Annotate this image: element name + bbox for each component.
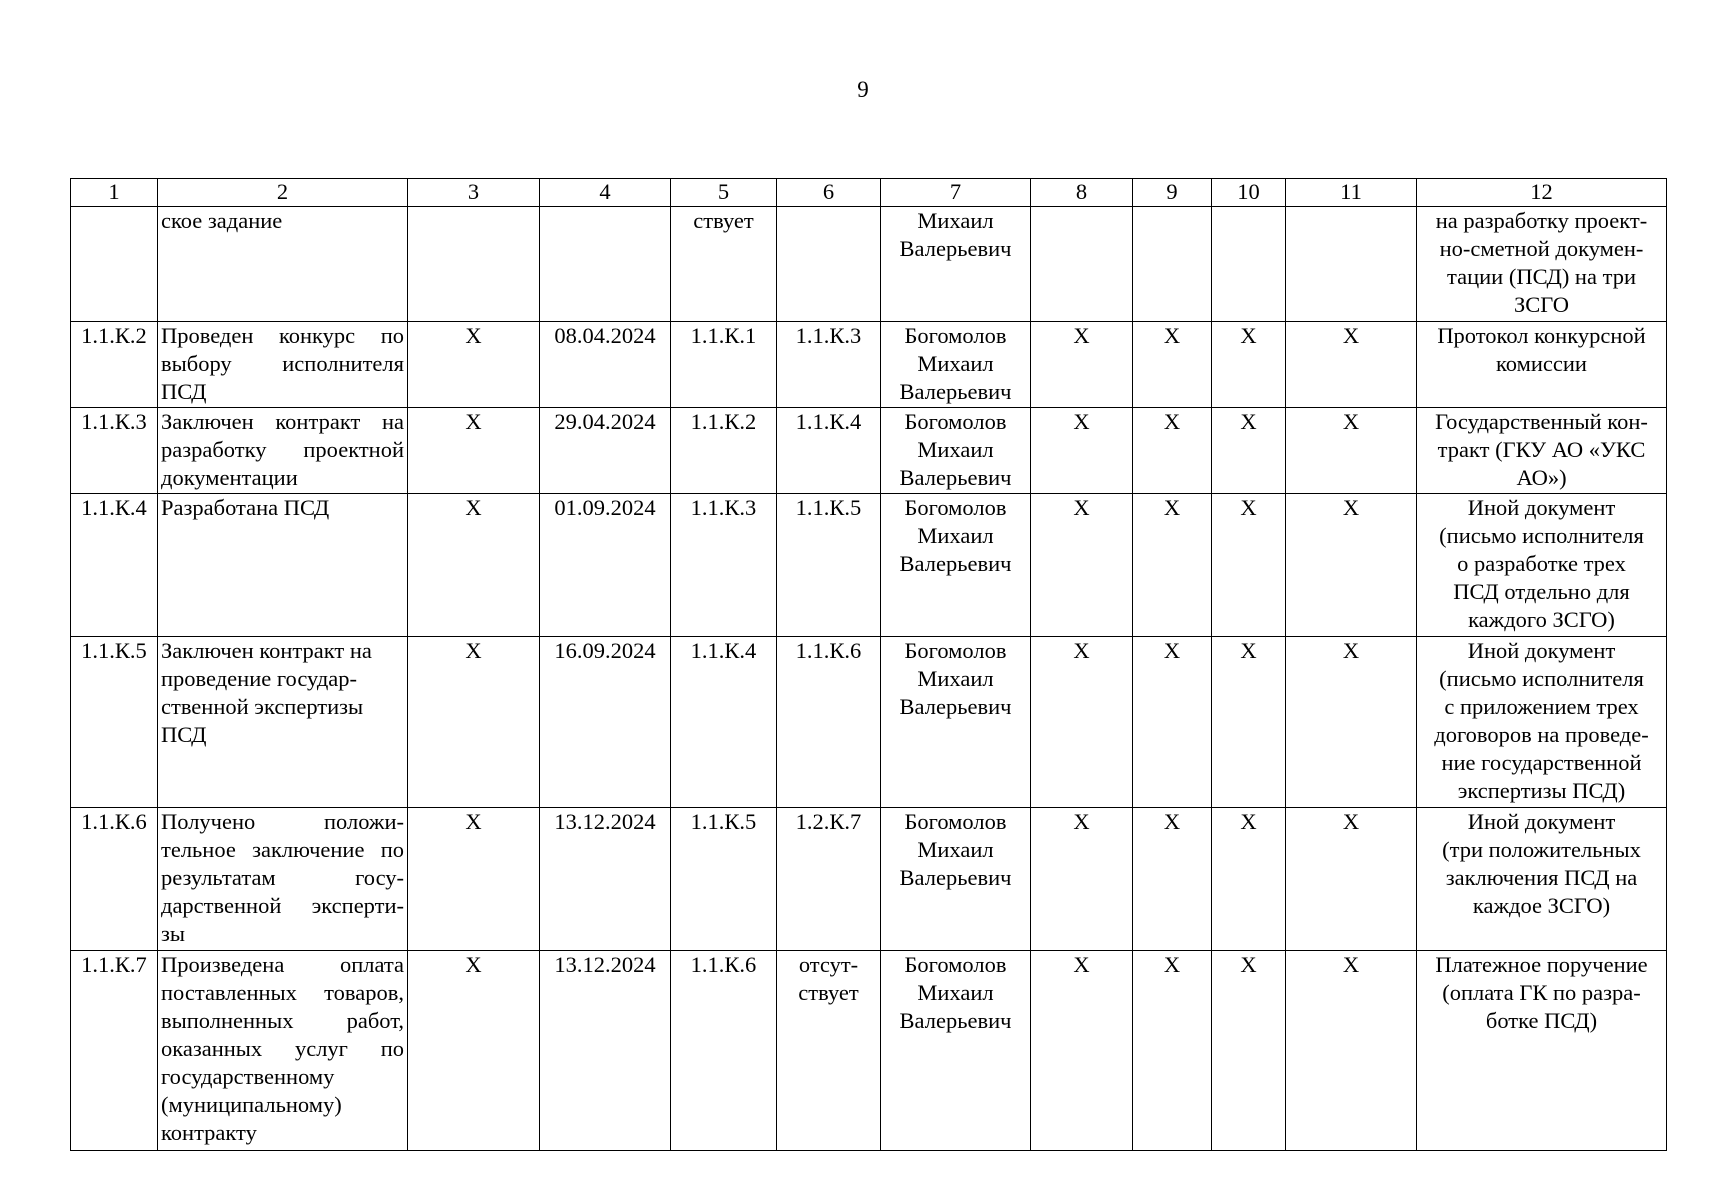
row-date-cell: 08.04.2024 [540, 322, 671, 408]
row-col9-cell: X [1133, 637, 1212, 808]
row-col10-cell: X [1212, 637, 1286, 808]
row-col10-cell [1212, 207, 1286, 322]
row-successor-cell [777, 207, 881, 322]
row-col9-cell: X [1133, 494, 1212, 637]
row-col8-cell: X [1031, 808, 1133, 951]
column-header-5: 5 [671, 179, 777, 207]
control-points-table [70, 178, 1667, 1151]
row-code-cell: 1.1.К.2 [71, 322, 158, 408]
row-responsible-cell: Богомолов Михаил Валерьевич [881, 322, 1031, 408]
page-number: 9 [857, 77, 869, 102]
row-date-cell: 13.12.2024 [540, 808, 671, 951]
table-row [71, 951, 1667, 1151]
row-successor-cell: 1.1.К.6 [777, 637, 881, 808]
column-header-4: 4 [540, 179, 671, 207]
row-col8-cell: X [1031, 951, 1133, 1151]
row-code-cell [71, 207, 158, 322]
row-successor-cell: 1.2.К.7 [777, 808, 881, 951]
row-event-cell: Разработана ПСД [158, 494, 408, 637]
row-successor-cell: 1.1.К.4 [777, 408, 881, 494]
row-event-cell: Заключен контракт на проведение государ- ственной экспертизы ПСД [158, 637, 408, 808]
row-responsible-cell: Михаил Валерьевич [881, 207, 1031, 322]
row-successor-cell: 1.1.К.3 [777, 322, 881, 408]
row-col3-cell: X [408, 637, 540, 808]
row-col11-cell: X [1286, 322, 1417, 408]
row-successor-cell: 1.1.К.5 [777, 494, 881, 637]
row-date-cell: 16.09.2024 [540, 637, 671, 808]
row-col10-cell: X [1212, 808, 1286, 951]
row-predecessor-cell: 1.1.К.1 [671, 322, 777, 408]
row-event-cell: ское задание [158, 207, 408, 322]
row-col10-cell: X [1212, 322, 1286, 408]
row-event-cell: Проведен конкурс по выбору исполнителя ПСД [158, 322, 408, 408]
table-row [71, 207, 1667, 322]
row-date-cell: 13.12.2024 [540, 951, 671, 1151]
row-col10-cell: X [1212, 408, 1286, 494]
row-document-cell: Иной документ (три положительных заключения ПСД на каждое ЗСГО) [1417, 808, 1667, 951]
row-document-cell: Протокол конкурсной комиссии [1417, 322, 1667, 408]
column-header-1: 1 [71, 179, 158, 207]
row-predecessor-cell: 1.1.К.6 [671, 951, 777, 1151]
column-header-2: 2 [158, 179, 408, 207]
row-date-cell [540, 207, 671, 322]
table-row [71, 808, 1667, 951]
row-predecessor-cell: 1.1.К.4 [671, 637, 777, 808]
row-event-cell: Произведена оплата поставленных товаров, выполненных работ, оказанных услуг по государственному (муниципальному) контракту [158, 951, 408, 1151]
row-col3-cell [408, 207, 540, 322]
row-document-cell: Иной документ (письмо исполнителя о разработке трех ПСД отдельно для каждого ЗСГО) [1417, 494, 1667, 637]
column-header-12: 12 [1417, 179, 1667, 207]
row-col8-cell [1031, 207, 1133, 322]
column-header-6: 6 [777, 179, 881, 207]
row-code-cell: 1.1.К.7 [71, 951, 158, 1151]
row-col10-cell: X [1212, 494, 1286, 637]
table-header-row [71, 179, 1667, 207]
row-col10-cell: X [1212, 951, 1286, 1151]
row-document-cell: Иной документ (письмо исполнителя с приложением трех договоров на проведе- ние государственной экспертизы ПСД) [1417, 637, 1667, 808]
row-document-cell: Платежное поручение (оплата ГК по разра- ботке ПСД) [1417, 951, 1667, 1151]
row-responsible-cell: Богомолов Михаил Валерьевич [881, 637, 1031, 808]
column-header-9: 9 [1133, 179, 1212, 207]
table-row [71, 637, 1667, 808]
column-header-10: 10 [1212, 179, 1286, 207]
column-header-11: 11 [1286, 179, 1417, 207]
row-col3-cell: X [408, 494, 540, 637]
row-code-cell: 1.1.К.3 [71, 408, 158, 494]
row-code-cell: 1.1.К.5 [71, 637, 158, 808]
table-row [71, 494, 1667, 637]
row-col9-cell: X [1133, 408, 1212, 494]
row-col9-cell: X [1133, 808, 1212, 951]
table-body [71, 179, 1667, 1151]
row-document-cell: на разработку проект- но-сметной докумен- тации (ПСД) на три ЗСГО [1417, 207, 1667, 322]
row-col8-cell: X [1031, 322, 1133, 408]
table-row [71, 408, 1667, 494]
row-code-cell: 1.1.К.4 [71, 494, 158, 637]
row-col11-cell [1286, 207, 1417, 322]
row-col3-cell: X [408, 951, 540, 1151]
row-col9-cell: X [1133, 322, 1212, 408]
row-col8-cell: X [1031, 494, 1133, 637]
row-predecessor-cell: ствует [671, 207, 777, 322]
row-col11-cell: X [1286, 951, 1417, 1151]
row-col8-cell: X [1031, 637, 1133, 808]
row-successor-cell: отсут- ствует [777, 951, 881, 1151]
column-header-7: 7 [881, 179, 1031, 207]
row-responsible-cell: Богомолов Михаил Валерьевич [881, 408, 1031, 494]
row-col11-cell: X [1286, 808, 1417, 951]
row-col3-cell: X [408, 808, 540, 951]
row-col11-cell: X [1286, 494, 1417, 637]
table-row [71, 322, 1667, 408]
column-header-3: 3 [408, 179, 540, 207]
row-col11-cell: X [1286, 637, 1417, 808]
row-event-cell: Заключен контракт на разработку проектной документации [158, 408, 408, 494]
row-col8-cell: X [1031, 408, 1133, 494]
row-predecessor-cell: 1.1.К.2 [671, 408, 777, 494]
row-responsible-cell: Богомолов Михаил Валерьевич [881, 494, 1031, 637]
column-header-8: 8 [1031, 179, 1133, 207]
row-responsible-cell: Богомолов Михаил Валерьевич [881, 951, 1031, 1151]
row-responsible-cell: Богомолов Михаил Валерьевич [881, 808, 1031, 951]
row-col3-cell: X [408, 322, 540, 408]
row-col11-cell: X [1286, 408, 1417, 494]
row-code-cell: 1.1.К.6 [71, 808, 158, 951]
row-predecessor-cell: 1.1.К.3 [671, 494, 777, 637]
row-date-cell: 29.04.2024 [540, 408, 671, 494]
row-col9-cell [1133, 207, 1212, 322]
row-col9-cell: X [1133, 951, 1212, 1151]
row-document-cell: Государственный кон- тракт (ГКУ АО «УКС АО») [1417, 408, 1667, 494]
row-predecessor-cell: 1.1.К.5 [671, 808, 777, 951]
row-date-cell: 01.09.2024 [540, 494, 671, 637]
row-event-cell: Получено положи- тельное заключение по результатам госу- дарственной эксперти- зы [158, 808, 408, 951]
row-col3-cell: X [408, 408, 540, 494]
